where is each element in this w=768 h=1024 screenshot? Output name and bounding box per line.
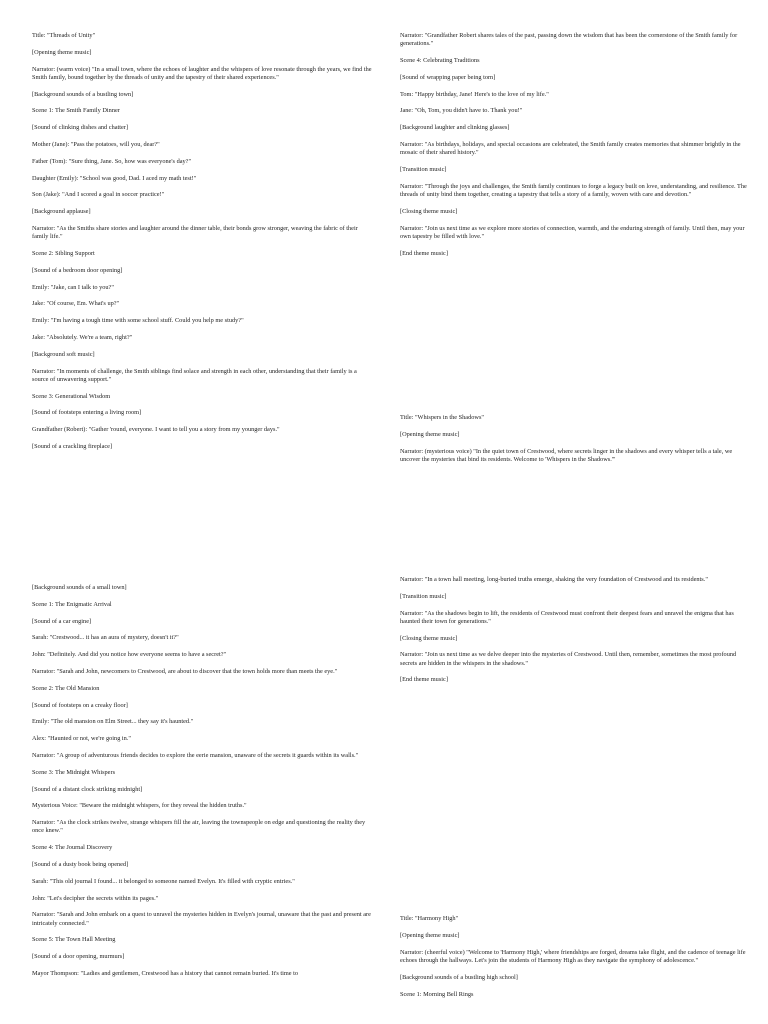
script-line: [Sound of a crackling fireplace]: [32, 442, 113, 450]
script-line: Mother (Jane): "Pass the potatoes, will you, dear?": [32, 140, 160, 148]
script-line: John: "Definitely. And did you notice how everyone seems to have a secret?": [32, 651, 227, 659]
script-line: Daughter (Emily): "School was good, Dad. I aced my math test!": [32, 174, 197, 182]
script-line: Scene 2: Sibling Support: [32, 249, 95, 257]
script-line: Narrator: "Grandfather Robert shares tales of the past, passing down the wisdom that has been the cornerstone of the Smith family for generations.": [400, 32, 738, 48]
script-line: Jake: "Absolutely. We're a team, right?": [32, 333, 133, 341]
script-line: [End theme music]: [400, 249, 448, 257]
script-line: [Sound of a distant clock striking midnight]: [32, 785, 143, 793]
script-line: Scene 4: The Journal Discovery: [32, 844, 113, 852]
script-line: [Transition music]: [400, 592, 447, 600]
script-line: [Opening theme music]: [400, 431, 460, 439]
script-line: John: "Let's decipher the secrets within its pages.": [32, 894, 159, 902]
script-line: Narrator: (cheerful voice) "Welcome to 'Harmony High,' where friendships are forged, dreams take flight, and the cadence of teenage life echoes through the hallways. Let's join the students of Harmony High as they navigate the symphony of adolescence.": [400, 948, 746, 964]
page-4-section-a: [400, 576, 752, 685]
script-line: Narrator: "Sarah and John, newcomers to Crestwood, are about to discover that the town holds more than meets the eye.": [32, 667, 338, 675]
script-line: Narrator: (warm voice) "In a small town, where the echoes of laughter and the whispers of love resonate through the years, we find the Smith family, bound together by the threads of unity and the tapestry of their shared experiences.": [32, 65, 372, 81]
script-line: Narrator: "Through the joys and challenges, the Smith family continues to forge a legacy built on love, understanding, and resilience. The threads of unity bind them together, creating a tapestry that tells a story of a family, woven with care and devotion.": [400, 182, 747, 198]
script-line: [Background sounds of a bustling high school]: [400, 973, 518, 981]
script-line: Alex: "Haunted or not, we're going in.": [32, 735, 131, 743]
page-2-section-a: [400, 32, 752, 258]
document-page-4: [384, 562, 768, 1024]
script-line: [Background sounds of a small town]: [32, 584, 127, 591]
script-line: Narrator: (mysterious voice) "In the quiet town of Crestwood, where secrets linger in the shadows and every whisper tells a tale, we uncover the mysteries that bind its residents. Welcome to 'Whispers in the Shadows.'": [400, 447, 733, 464]
script-line: [Sound of a door opening, murmurs]: [32, 953, 125, 961]
script-line: [Closing theme music]: [400, 207, 458, 215]
script-line: [Transition music]: [400, 165, 447, 173]
document-page-2: [384, 0, 768, 562]
script-line: Narrator: "Sarah and John embark on a quest to unravel the mysteries hidden in Evelyn's journal, unaware that the past and present are intricately connected.": [32, 911, 371, 927]
script-line: [Background laughter and clinking glasses]: [400, 124, 510, 132]
script-line: Scene 5: The Town Hall Meeting: [32, 936, 116, 944]
script-line: Narrator: "Join us next time as we delve deeper into the mysteries of Crestwood. Until then, remember, sometimes the most profound secrets are hidden in the whispers in the shadows.": [400, 651, 737, 667]
document-page-1: [0, 0, 384, 562]
script-line: [Sound of footsteps entering a living room]: [32, 409, 142, 417]
script-line: [Background sounds of a bustling town]: [32, 90, 134, 98]
script-line: Father (Tom): "Sure thing, Jane. So, how was everyone's day?": [32, 157, 192, 165]
script-line: Scene 1: The Smith Family Dinner: [32, 107, 120, 115]
script-line: Emily: "I'm having a tough time with some school stuff. Could you help me study?": [32, 317, 244, 325]
script-line: Title: "Whispers in the Shadows": [400, 414, 484, 422]
page-4-spacer: [400, 693, 752, 915]
page-2-spacer: [400, 266, 752, 414]
script-line: Grandfather (Robert): "Gather 'round, everyone. I want to tell you a story from my younger days.": [32, 426, 280, 434]
script-line: [Closing theme music]: [400, 634, 458, 642]
script-line: Narrator: "In moments of challenge, the Smith siblings find solace and strength in each other, understanding that their family is a source of unwavering support.": [32, 367, 357, 383]
script-line: [Sound of footsteps on a creaky floor]: [32, 701, 128, 709]
script-line: Son (Jake): "And I scored a goal in soccer practice!": [32, 191, 165, 199]
page-2-section-b: [400, 414, 752, 464]
script-line: [Opening theme music]: [32, 48, 92, 56]
script-line: Emily: "Jake, can I talk to you?": [32, 283, 114, 291]
script-line: [End theme music]: [400, 676, 448, 684]
script-line: [Sound of a car engine]: [32, 617, 92, 625]
script-line: [Background applause]: [32, 208, 91, 216]
script-line: Narrator: "As the shadows begin to lift, the residents of Crestwood must confront their deepest fears and unravel the enigma that has haunted their town for generations.": [400, 609, 734, 625]
script-line: Emily: "The old mansion on Elm Street... they say it's haunted.": [32, 718, 194, 726]
script-line: Scene 2: The Old Mansion: [32, 684, 100, 692]
script-line: Narrator: "A group of adventurous friends decides to explore the eerie mansion, unaware of the secrets it guards within its walls.": [32, 751, 359, 759]
script-line: [Opening theme music]: [400, 931, 460, 939]
script-line: Narrator: "Join us next time as we explore more stories of connection, warmth, and the enduring strength of family. Until then, may your own tapestry be filled with love.": [400, 224, 745, 240]
script-line: Scene 4: Celebrating Traditions: [400, 57, 480, 64]
script-line: [Sound of a dusty book being opened]: [32, 860, 129, 868]
document-page-3: [0, 562, 384, 1024]
script-line: [Sound of clinking dishes and chatter]: [32, 124, 129, 132]
script-line: [Sound of wrapping paper being torn]: [400, 73, 496, 81]
script-line: Scene 1: Morning Bell Rings: [400, 990, 474, 998]
script-line: Sarah: "This old journal I found... it belonged to someone named Evelyn. It's filled with cryptic entries.": [32, 877, 295, 885]
script-line: Title: "Threads of Unity": [32, 32, 96, 39]
script-line: Jake: "Of course, Em. What's up?": [32, 300, 120, 308]
script-line: Narrator: "As birthdays, holidays, and special occasions are celebrated, the Smith family creates memories that shimmer brightly in the mosaic of their shared history.": [400, 140, 741, 157]
page-4-section-b: [400, 915, 752, 999]
script-line: Sarah: "Crestwood... it has an aura of mystery, doesn't it?": [32, 634, 179, 642]
script-line: Mysterious Voice: "Beware the midnight whispers, for they reveal the hidden truths.": [32, 802, 247, 810]
script-line: [Sound of a bedroom door opening]: [32, 266, 123, 274]
script-line: Narrator: "In a town hall meeting, long-buried truths emerge, shaking the very foundation of Crestwood and its residents.": [400, 576, 708, 583]
script-line: Jane: "Oh, Tom, you didn't have to. Thank you!": [400, 107, 523, 115]
script-line: Narrator: "As the clock strikes twelve, strange whispers fill the air, leaving the townspeople on edge and questioning the reality they once knew.": [32, 819, 366, 835]
script-line: Mayor Thompson: "Ladies and gentlemen, Crestwood has a history that cannot remain buried. It's time to: [32, 969, 299, 977]
script-line: Scene 3: The Midnight Whispers: [32, 768, 116, 776]
script-line: Title: "Harmony High": [400, 915, 459, 923]
script-line: Scene 3: Generational Wisdom: [32, 392, 111, 400]
script-line: Tom: "Happy birthday, Jane! Here's to the love of my life.": [400, 90, 549, 98]
script-line: [Background soft music]: [32, 350, 95, 358]
script-line: Scene 1: The Enigmatic Arrival: [32, 600, 112, 608]
script-line: Narrator: "As the Smiths share stories and laughter around the dinner table, their bonds grow stronger, weaving the fabric of their family life.": [32, 224, 358, 241]
